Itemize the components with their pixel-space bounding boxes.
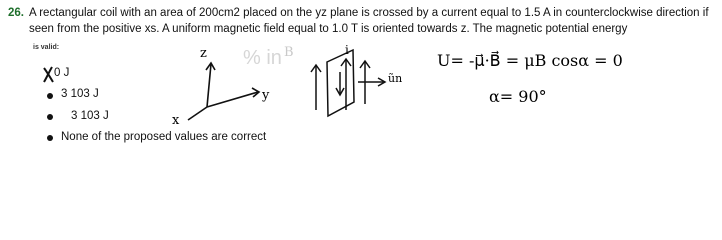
axis-y-label: y: [262, 88, 270, 103]
option-4-text: None of the proposed values are correct: [61, 131, 267, 143]
percent-watermark: % in: [243, 47, 282, 69]
field-label: B: [284, 45, 294, 60]
option-2-text: 3 103 J: [61, 88, 99, 100]
potential-energy-equation: U= -μ⃗·B⃗ = μB cosα = 0: [437, 51, 623, 70]
valid-subtext: is valid:: [33, 44, 60, 51]
z-axis-line: [207, 64, 211, 107]
x-axis-line: [188, 107, 207, 120]
option-3[interactable]: [71, 110, 109, 122]
axis-z-label: z: [200, 46, 207, 61]
option-4-bullet-icon: [47, 135, 53, 141]
option-2[interactable]: [61, 88, 99, 100]
axis-x-label: x: [172, 113, 180, 128]
option-1[interactable]: [54, 67, 69, 79]
cross-mark-icon: [44, 67, 53, 82]
option-2-bullet-icon: [47, 93, 53, 99]
moment-label: ũn: [388, 72, 403, 85]
option-3-text: 3 103 J: [71, 110, 109, 122]
option-1-text: 0 J: [54, 67, 70, 79]
option-4[interactable]: [61, 131, 266, 143]
option-3-bullet-icon: [47, 114, 53, 120]
angle-value: α= 90°: [489, 87, 547, 106]
question-number: 26.: [8, 7, 24, 19]
current-label: i: [345, 43, 349, 57]
question-text-line2: seen from the positive xs. A uniform magnetic field equal to 1.0 T is oriented towards z. The magnetic potential energy: [29, 23, 628, 35]
question-text-line1: A rectangular coil with an area of 200cm2 placed on the yz plane is crossed by a current equal to 1.5 A in counterclockwise direction if: [29, 7, 709, 19]
y-axis-line: [207, 92, 258, 107]
